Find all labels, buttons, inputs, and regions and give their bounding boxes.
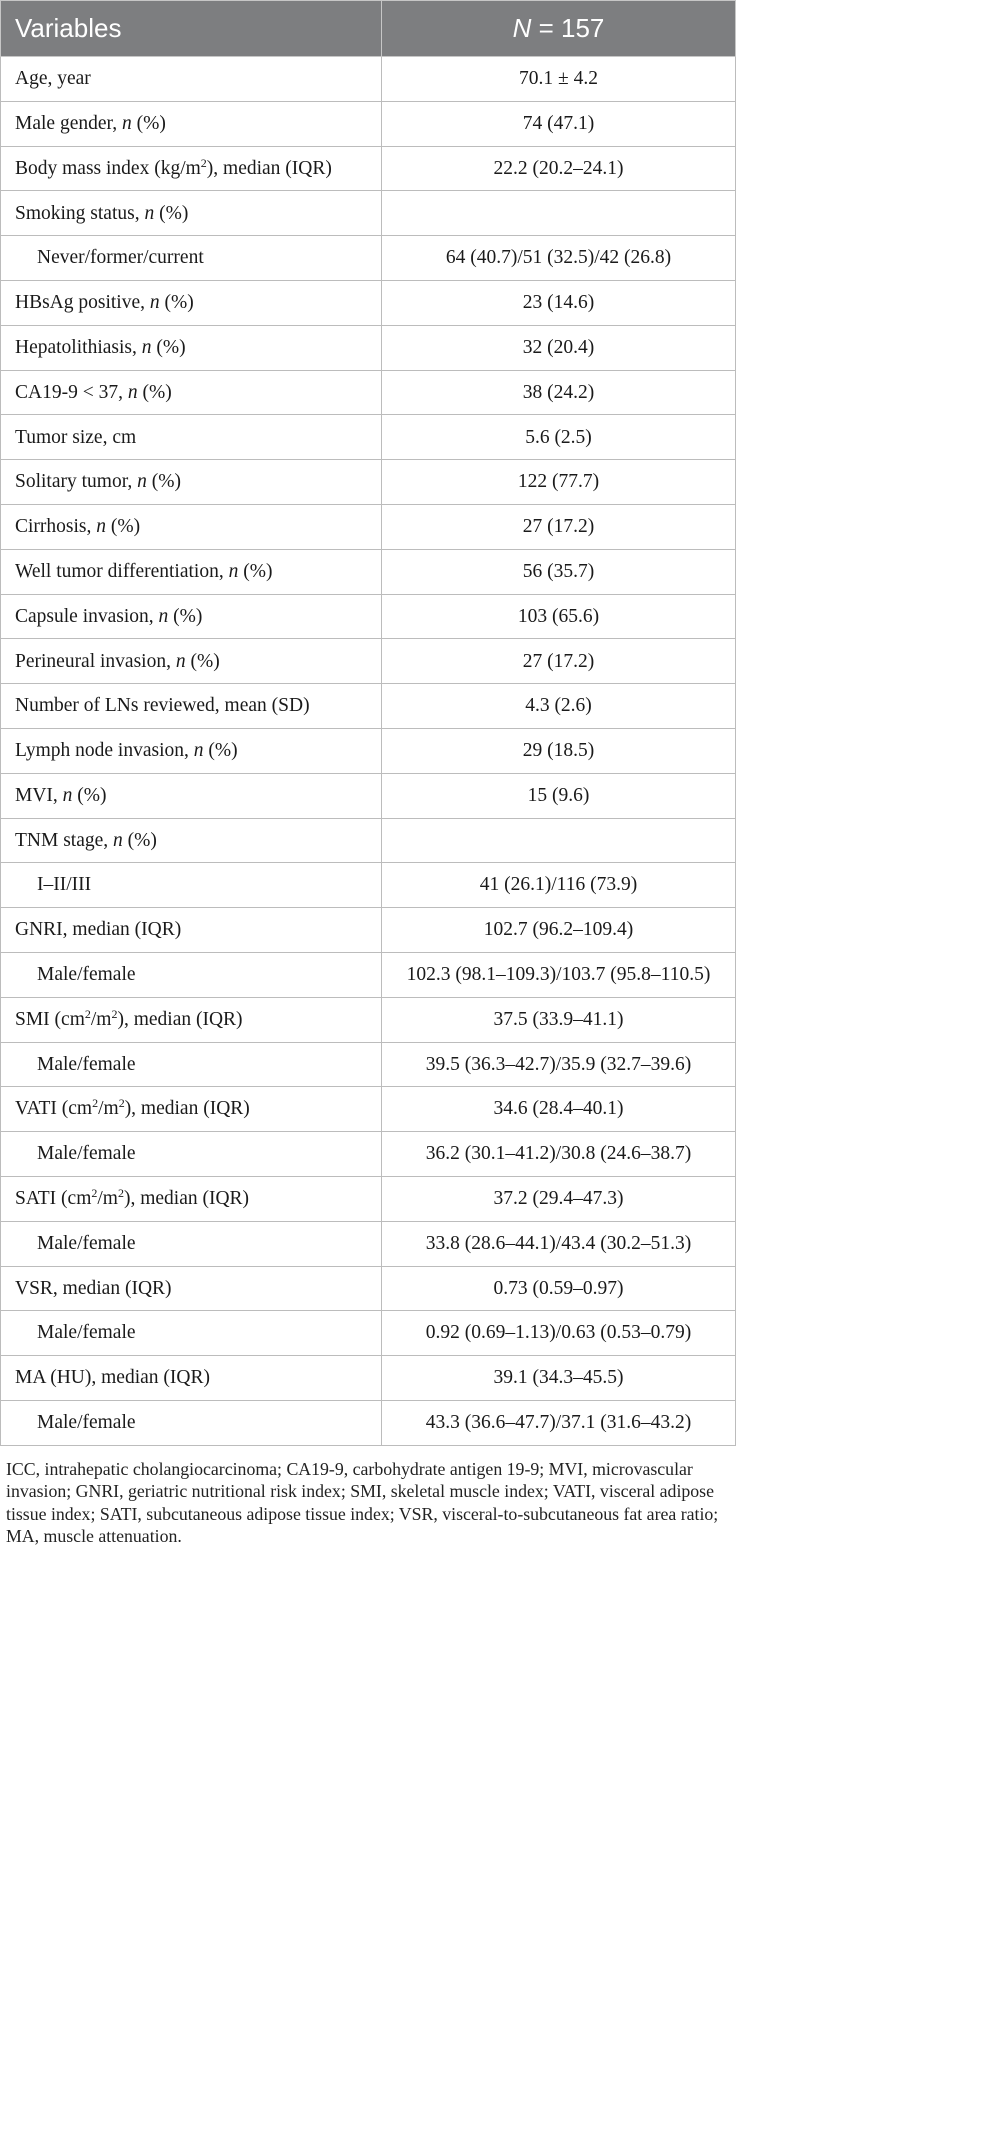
variable-text: (%)	[122, 829, 157, 851]
variable-text: Perineural invasion,	[15, 650, 176, 672]
value-cell: 5.6 (2.5)	[382, 415, 736, 460]
variable-cell	[1, 773, 382, 818]
table-row	[1, 997, 736, 1042]
variable-text: Never/former/current	[37, 247, 204, 269]
italic-symbol: n	[158, 605, 169, 627]
table-row	[1, 325, 736, 370]
table-row	[1, 818, 736, 863]
table-row	[1, 1356, 736, 1401]
table-row	[1, 504, 736, 549]
table-row	[1, 1176, 736, 1221]
superscript: 2	[92, 1096, 99, 1111]
variable-text: Male/female	[37, 964, 136, 986]
value-cell: 39.1 (34.3–45.5)	[382, 1356, 736, 1401]
value-cell: 41 (26.1)/116 (73.9)	[382, 863, 736, 908]
header-row	[1, 1, 736, 57]
variable-cell	[1, 146, 382, 191]
variable-text: I–II/III	[37, 874, 92, 896]
variable-cell	[1, 236, 382, 281]
header-variables: Variables	[1, 1, 382, 57]
value-cell: 32 (20.4)	[382, 325, 736, 370]
value-cell: 43.3 (36.6–47.7)/37.1 (31.6–43.2)	[382, 1400, 736, 1445]
variable-cell	[1, 1221, 382, 1266]
variable-cell	[1, 728, 382, 773]
variable-text: (%)	[185, 650, 220, 672]
variable-cell	[1, 1400, 382, 1445]
table-row	[1, 639, 736, 684]
variable-text: VATI (cm	[15, 1098, 93, 1120]
table-row	[1, 191, 736, 236]
variable-text: (%)	[203, 740, 238, 762]
italic-symbol: n	[228, 560, 239, 582]
italic-symbol: n	[127, 381, 138, 403]
italic-symbol: n	[62, 784, 73, 806]
variable-cell	[1, 1132, 382, 1177]
variable-text: Age, year	[15, 68, 91, 90]
italic-symbol: n	[149, 292, 160, 314]
variable-cell	[1, 863, 382, 908]
variable-cell	[1, 818, 382, 863]
variable-cell	[1, 191, 382, 236]
table-row	[1, 728, 736, 773]
variable-cell	[1, 460, 382, 505]
value-cell: 37.2 (29.4–47.3)	[382, 1176, 736, 1221]
superscript: 2	[111, 1006, 118, 1021]
superscript: 2	[84, 1006, 91, 1021]
table-row	[1, 460, 736, 505]
table-body	[1, 57, 736, 1446]
italic-symbol: n	[144, 202, 155, 224]
value-cell: 56 (35.7)	[382, 549, 736, 594]
italic-symbol: n	[175, 650, 186, 672]
italic-symbol: n	[113, 829, 123, 851]
header-n	[382, 1, 736, 57]
value-cell: 102.3 (98.1–109.3)/103.7 (95.8–110.5)	[382, 952, 736, 997]
table-row	[1, 1132, 736, 1177]
variable-text: ), median (IQR)	[123, 1188, 250, 1210]
variable-cell	[1, 594, 382, 639]
variable-text: VSR, median (IQR)	[15, 1277, 172, 1299]
variable-text: ), median (IQR)	[117, 1008, 243, 1030]
variable-text: Capsule invasion,	[15, 605, 159, 627]
variable-text: Number of LNs reviewed, mean (SD)	[15, 695, 310, 717]
table-row	[1, 1221, 736, 1266]
table-header	[1, 1, 736, 57]
value-cell: 38 (24.2)	[382, 370, 736, 415]
value-cell	[382, 818, 736, 863]
variable-text: HBsAg positive,	[15, 292, 150, 314]
table-row	[1, 280, 736, 325]
value-cell: 22.2 (20.2–24.1)	[382, 146, 736, 191]
variable-cell	[1, 549, 382, 594]
variable-cell	[1, 1042, 382, 1087]
variable-text: Body mass index (kg/m	[15, 157, 201, 179]
italic-symbol: n	[137, 471, 147, 493]
table-row	[1, 1311, 736, 1356]
variable-text: (%)	[131, 112, 166, 134]
table-row	[1, 863, 736, 908]
table-row	[1, 57, 736, 102]
variable-text: Male/female	[37, 1322, 136, 1344]
variable-text: Male gender,	[15, 112, 122, 134]
value-cell: 0.92 (0.69–1.13)/0.63 (0.53–0.79)	[382, 1311, 736, 1356]
variable-text: Male/female	[37, 1412, 136, 1434]
value-cell: 64 (40.7)/51 (32.5)/42 (26.8)	[382, 236, 736, 281]
variable-text: MVI,	[15, 784, 63, 806]
table-row	[1, 1266, 736, 1311]
table-row	[1, 773, 736, 818]
variable-text: Male/female	[37, 1053, 136, 1075]
value-cell: 122 (77.7)	[382, 460, 736, 505]
variable-text: (%)	[159, 292, 194, 314]
variable-text: GNRI, median (IQR)	[15, 919, 182, 941]
variable-text: (%)	[168, 605, 203, 627]
italic-symbol: n	[193, 740, 204, 762]
table-row	[1, 952, 736, 997]
table-footnote: ICC, intrahepatic cholangiocarcinoma; CA19-9, carbohydrate antigen 19-9; MVI, microvascular invasion; GNRI, geriatric nutritional risk index; SMI, skeletal muscle index; VATI, visceral adipose tissue index; SATI, subcutaneous adipose tissue index; VSR, visceral-to-subcutaneous fat area ratio; MA, muscle attenuation.	[6, 1458, 719, 1547]
variable-cell	[1, 1266, 382, 1311]
variable-text: (%)	[137, 381, 172, 403]
variable-text: (%)	[154, 202, 189, 224]
variable-text: Cirrhosis,	[15, 516, 97, 538]
table-row	[1, 1087, 736, 1132]
variable-cell	[1, 1311, 382, 1356]
variable-text: TNM stage,	[15, 829, 114, 851]
table-row	[1, 101, 736, 146]
value-cell: 74 (47.1)	[382, 101, 736, 146]
table-row	[1, 236, 736, 281]
superscript: 2	[200, 155, 207, 170]
variable-text: (%)	[72, 784, 107, 806]
value-cell: 15 (9.6)	[382, 773, 736, 818]
variable-cell	[1, 57, 382, 102]
variable-cell	[1, 415, 382, 460]
variable-cell	[1, 952, 382, 997]
variable-text: ), median (IQR)	[206, 157, 332, 179]
value-cell: 33.8 (28.6–44.1)/43.4 (30.2–51.3)	[382, 1221, 736, 1266]
header-n-value: = 157	[531, 13, 605, 43]
variable-text: Well tumor differentiation,	[15, 560, 229, 582]
variable-text: MA (HU), median (IQR)	[15, 1367, 210, 1389]
variable-text: SMI (cm	[15, 1008, 85, 1030]
variable-text: Solitary tumor,	[15, 471, 138, 493]
variable-text: Lymph node invasion,	[15, 740, 194, 762]
superscript: 2	[91, 1186, 98, 1201]
variable-cell	[1, 370, 382, 415]
table-row	[1, 684, 736, 729]
value-cell: 70.1 ± 4.2	[382, 57, 736, 102]
value-cell: 4.3 (2.6)	[382, 684, 736, 729]
variable-text: /m	[98, 1098, 119, 1120]
table-row	[1, 1400, 736, 1445]
variable-text: (%)	[146, 471, 182, 493]
variable-text: Smoking status,	[15, 202, 145, 224]
variable-text: (%)	[106, 516, 141, 538]
variable-text: (%)	[238, 560, 273, 582]
superscript: 2	[117, 1186, 124, 1201]
variable-text: /m	[90, 1008, 112, 1030]
variable-text: Male/female	[37, 1143, 136, 1165]
value-cell: 103 (65.6)	[382, 594, 736, 639]
table-row	[1, 1042, 736, 1087]
variable-cell	[1, 684, 382, 729]
value-cell	[382, 191, 736, 236]
variable-text: Male/female	[37, 1232, 136, 1254]
italic-symbol: n	[121, 112, 132, 134]
table-row	[1, 415, 736, 460]
variable-cell	[1, 1356, 382, 1401]
value-cell: 27 (17.2)	[382, 504, 736, 549]
value-cell: 29 (18.5)	[382, 728, 736, 773]
table-row	[1, 146, 736, 191]
variable-cell	[1, 504, 382, 549]
table-row	[1, 370, 736, 415]
value-cell: 36.2 (30.1–41.2)/30.8 (24.6–38.7)	[382, 1132, 736, 1177]
baseline-characteristics-table	[0, 0, 736, 1446]
variable-text: SATI (cm	[15, 1188, 92, 1210]
variable-text: Tumor size, cm	[15, 426, 137, 448]
value-cell: 39.5 (36.3–42.7)/35.9 (32.7–39.6)	[382, 1042, 736, 1087]
header-n-symbol: N	[512, 13, 532, 43]
variable-cell	[1, 997, 382, 1042]
variable-cell	[1, 908, 382, 953]
value-cell: 102.7 (96.2–109.4)	[382, 908, 736, 953]
table-row	[1, 549, 736, 594]
value-cell: 0.73 (0.59–0.97)	[382, 1266, 736, 1311]
variable-cell	[1, 280, 382, 325]
italic-symbol: n	[141, 336, 152, 358]
value-cell: 27 (17.2)	[382, 639, 736, 684]
table-row	[1, 594, 736, 639]
variable-text: Hepatolithiasis,	[15, 336, 142, 358]
variable-cell	[1, 325, 382, 370]
value-cell: 34.6 (28.4–40.1)	[382, 1087, 736, 1132]
variable-text: /m	[97, 1188, 118, 1210]
value-cell: 23 (14.6)	[382, 280, 736, 325]
variable-text: CA19-9 < 37,	[15, 381, 128, 403]
value-cell: 37.5 (33.9–41.1)	[382, 997, 736, 1042]
superscript: 2	[118, 1096, 125, 1111]
variable-text: ), median (IQR)	[124, 1098, 250, 1120]
variable-cell	[1, 1176, 382, 1221]
table-row	[1, 908, 736, 953]
italic-symbol: n	[96, 516, 107, 538]
variable-cell	[1, 1087, 382, 1132]
variable-cell	[1, 639, 382, 684]
variable-cell	[1, 101, 382, 146]
variable-text: (%)	[151, 336, 186, 358]
